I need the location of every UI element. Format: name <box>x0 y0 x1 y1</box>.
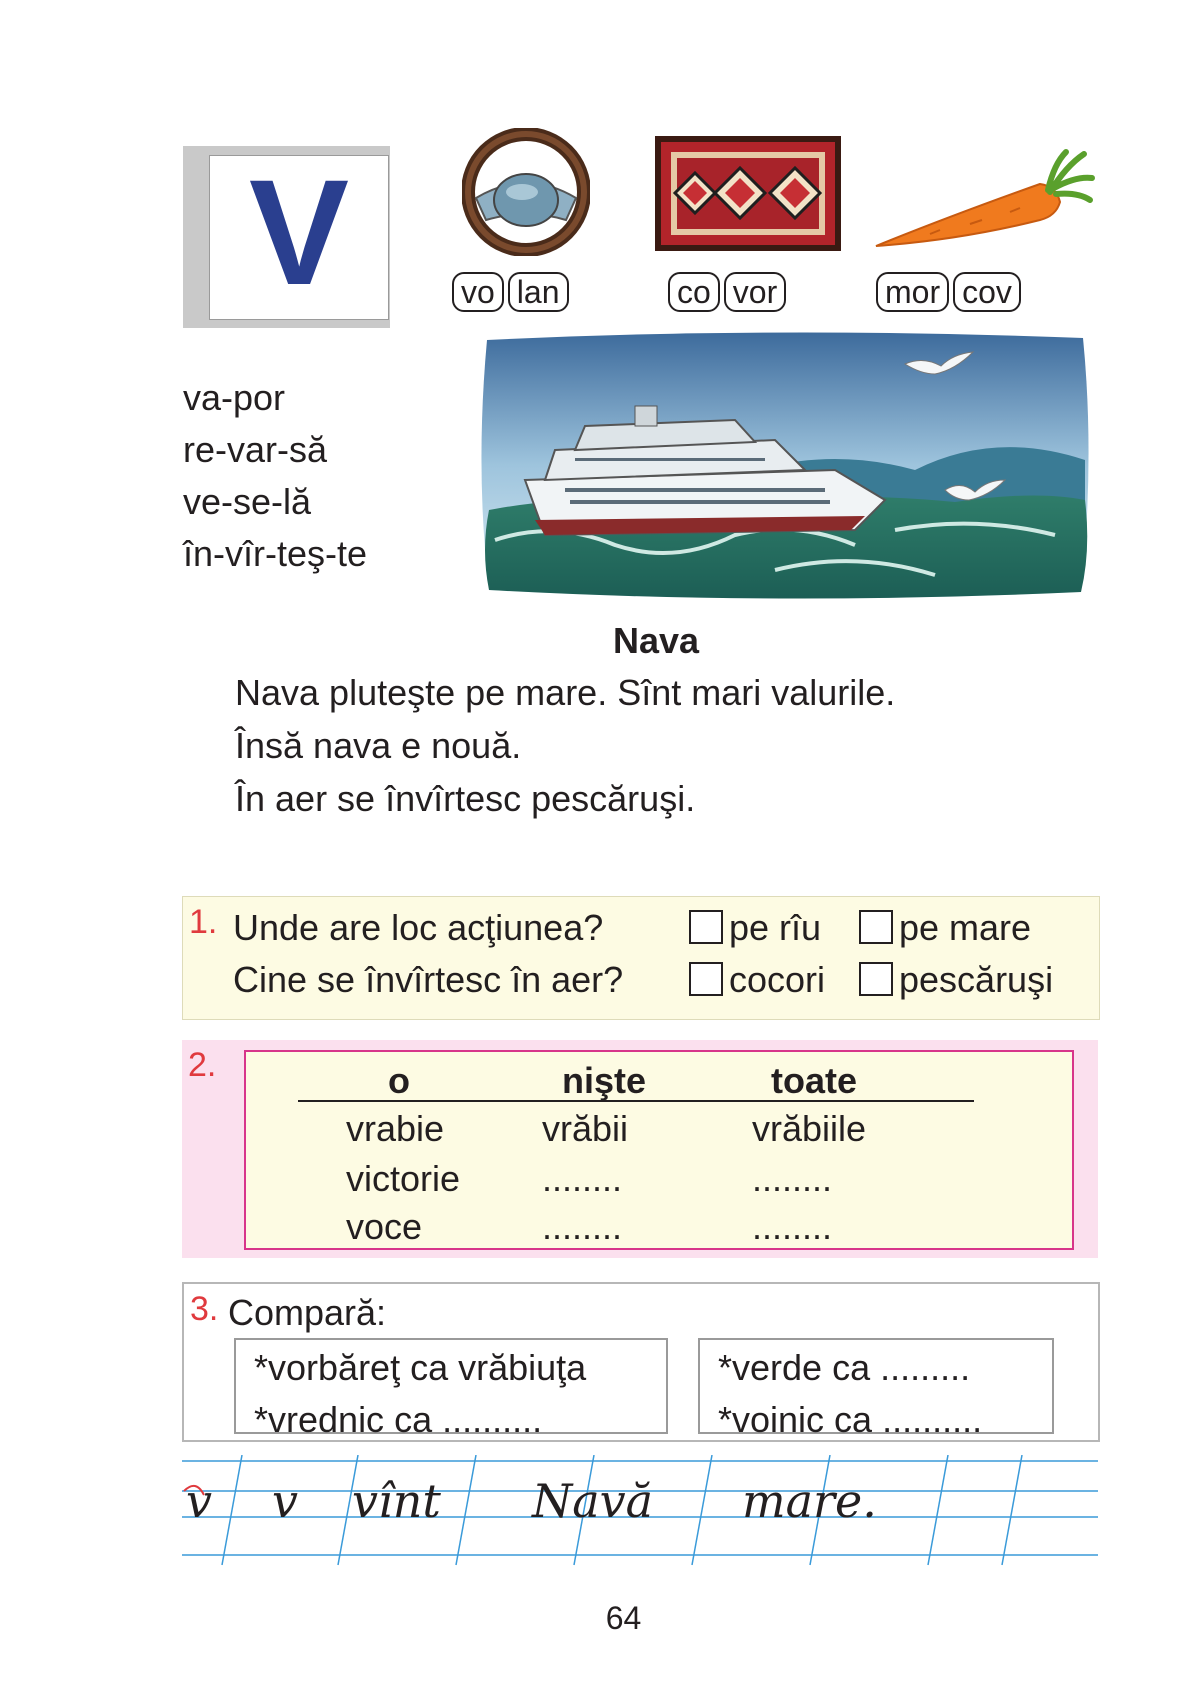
option-pe-mare[interactable] <box>859 907 1031 949</box>
table-cell: voce <box>346 1206 423 1247</box>
exercise-title: Compară: <box>228 1292 387 1333</box>
table-cell: vrabie <box>346 1108 445 1149</box>
syllable-chip: mor <box>876 272 949 312</box>
option-pescarusi[interactable] <box>859 959 1053 1001</box>
compare-box-left <box>234 1338 668 1440</box>
compare-line: *vorbăreţ ca vrăbiuţa <box>254 1347 587 1388</box>
option-label: pe rîu <box>729 907 822 948</box>
story-line: În aer se învîrtesc pescăruşi. <box>235 778 696 819</box>
exercise-3 <box>182 1282 1100 1442</box>
handwriting-text: vînt <box>352 1474 441 1528</box>
carpet-icon <box>655 136 841 251</box>
checkbox[interactable] <box>859 962 893 996</box>
syllable-chip: lan <box>508 272 569 312</box>
story-text <box>235 666 895 825</box>
question-1: Unde are loc acţiunea? <box>233 907 604 948</box>
option-pe-riu[interactable] <box>689 907 821 949</box>
word-chips-covor <box>668 272 786 312</box>
letter-v: V <box>248 147 350 316</box>
handwriting-practice <box>182 1455 1098 1575</box>
syllable-list <box>183 372 367 580</box>
compare-box-right <box>698 1338 1054 1440</box>
handwriting-text: v <box>186 1474 212 1528</box>
question-2: Cine se învîrtesc în aer? <box>233 959 624 1000</box>
exercise-1 <box>182 896 1100 1020</box>
table-cell: vrăbiile <box>752 1108 867 1149</box>
syllable-chip: co <box>668 272 720 312</box>
column-header: o <box>388 1060 410 1101</box>
table-cell: ........ <box>542 1158 623 1199</box>
compare-line: *vrednic ca .......... <box>254 1399 543 1440</box>
table-cell: victorie <box>346 1158 461 1199</box>
exercise-number: 3. <box>190 1290 219 1328</box>
checkbox[interactable] <box>689 910 723 944</box>
syllable-word: re-var-să <box>183 429 328 470</box>
compare-line: *verde ca ......... <box>718 1347 971 1388</box>
letter-card <box>183 146 390 328</box>
column-header: nişte <box>562 1060 647 1101</box>
letter-card-inner <box>209 147 389 320</box>
table-cell: ........ <box>752 1158 833 1199</box>
option-cocori[interactable] <box>689 959 825 1001</box>
handwriting-text: v <box>272 1474 298 1528</box>
syllable-chip: vo <box>452 272 504 312</box>
syllable-word: ve-se-lă <box>183 481 312 522</box>
exercise-number: 1. <box>189 903 218 941</box>
syllable-chip: cov <box>953 272 1021 312</box>
syllable-chip: vor <box>724 272 786 312</box>
page-number: 64 <box>605 1600 642 1636</box>
word-chips-volan <box>452 272 569 312</box>
ship-illustration <box>475 330 1095 602</box>
option-label: cocori <box>729 959 826 1000</box>
table-cell: ........ <box>542 1206 623 1247</box>
plural-table <box>244 1050 1074 1250</box>
exercise-number: 2. <box>188 1046 217 1084</box>
handwriting-text: mare. <box>742 1474 877 1528</box>
handwriting-text: Navă <box>532 1474 654 1528</box>
table-cell: ........ <box>752 1206 833 1247</box>
syllable-word: în-vîr-teş-te <box>183 533 368 574</box>
option-label: pescăruşi <box>899 959 1054 1000</box>
story-line: Însă nava e nouă. <box>235 725 522 766</box>
table-cell: vrăbii <box>542 1108 629 1149</box>
steering-wheel-icon <box>462 128 590 256</box>
column-header: toate <box>771 1060 858 1101</box>
word-chips-morcov <box>876 272 1021 312</box>
story-title: Nava <box>612 620 700 661</box>
compare-line: *voinic ca .......... <box>718 1399 983 1440</box>
option-label: pe mare <box>899 907 1032 948</box>
checkbox[interactable] <box>689 962 723 996</box>
checkbox[interactable] <box>859 910 893 944</box>
carrot-icon <box>870 146 1096 256</box>
story-line: Nava pluteşte pe mare. Sînt mari valurile. <box>235 672 896 713</box>
syllable-word: va-por <box>183 377 286 418</box>
